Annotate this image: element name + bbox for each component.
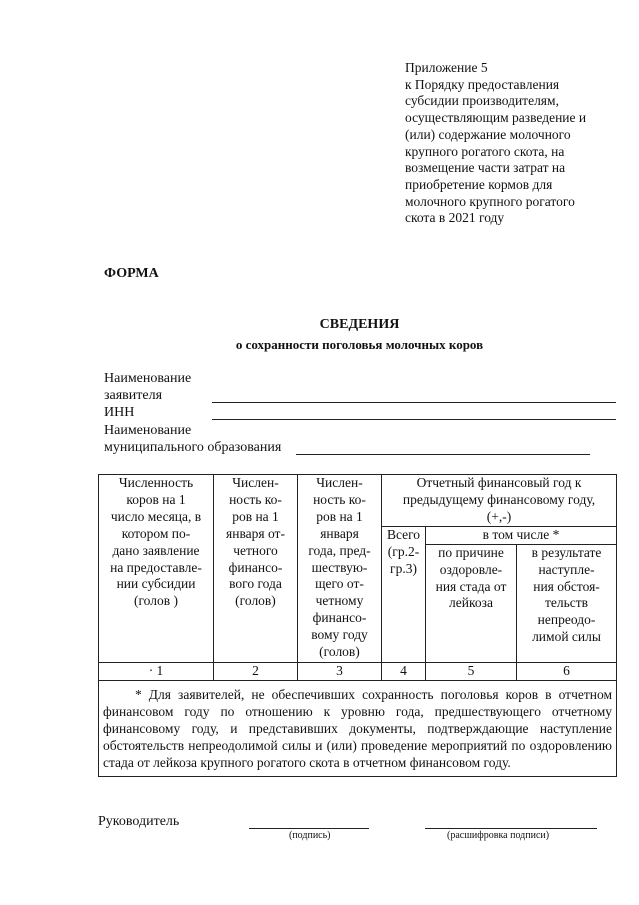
column-number: 3 bbox=[298, 662, 382, 680]
municipality-field[interactable] bbox=[296, 454, 590, 455]
appendix-line: скота в 2021 году bbox=[405, 210, 505, 226]
col4-header: Всего (гр.2- гр.3) bbox=[382, 526, 426, 662]
cow-preservation-table bbox=[98, 474, 617, 777]
document-title: СВЕДЕНИЯ bbox=[319, 317, 400, 332]
applicant-label-line1: Наименование bbox=[104, 371, 192, 386]
appendix-line: субсидии производителям, bbox=[405, 93, 559, 109]
appendix-line: осуществляющим разведение и bbox=[405, 110, 587, 126]
column-number: 2 bbox=[214, 662, 298, 680]
column-number: 4 bbox=[382, 662, 426, 680]
municipality-label-line2: муниципального образования bbox=[104, 440, 282, 455]
appendix-header bbox=[405, 60, 630, 227]
applicant-label-line2: заявителя bbox=[104, 388, 163, 403]
appendix-line: к Порядку предоставления bbox=[405, 76, 560, 92]
appendix-line: Приложение 5 bbox=[405, 60, 488, 75]
col2-header: Числен- ность ко- ров на 1 января от- четного финансо- вого года (голов) bbox=[214, 475, 298, 663]
column-number-row bbox=[99, 662, 617, 680]
inn-field[interactable] bbox=[212, 419, 616, 420]
reporting-year-group-header: Отчетный финансовый год к предыдущему финансовому году, (+,-) bbox=[382, 475, 617, 527]
signature-label: Руководитель bbox=[98, 814, 180, 829]
footnote-text: * Для заявителей, не обеспечивших сохранность поголовья коров в отчетном финансовом году по отношению к уровню года, предшествующего отчетному финансовому году, и представивших документы, подтверждающие наступление обстоятельств непреодолимой силы и (или) проведение мероприятий по оздоровлению стада от лейкоза крупного рогатого скота в отчетном финансовом году. bbox=[99, 680, 617, 776]
signature-name-line[interactable] bbox=[425, 828, 597, 829]
appendix-line: приобретение кормов для bbox=[405, 176, 553, 192]
column-number: · 1 bbox=[99, 662, 214, 680]
inn-label: ИНН bbox=[104, 405, 135, 420]
signature-name-hint: (расшифровка подписи) bbox=[447, 830, 550, 841]
document-subtitle: о сохранности поголовья молочных коров bbox=[235, 337, 484, 352]
col1-header: Численность коров на 1 число месяца, в котором по- дано заявление на предоставле- нии субсидии (голов ) bbox=[99, 475, 214, 663]
appendix-line: молочного крупного рогатого bbox=[405, 193, 575, 209]
col6-header: в результате наступле- ния обстоя- тельств непреодо- лимой силы bbox=[517, 544, 617, 662]
form-label: ФОРМА bbox=[104, 266, 159, 281]
column-number: 6 bbox=[517, 662, 617, 680]
appendix-line: (или) содержание молочного bbox=[405, 126, 571, 142]
column-number: 5 bbox=[426, 662, 517, 680]
municipality-label-line1: Наименование bbox=[104, 423, 192, 438]
including-subgroup-header: в том числе * bbox=[426, 526, 617, 544]
col5-header: по причине оздоровле- ния стада от лейкоза bbox=[426, 544, 517, 662]
col3-header: Числен- ность ко- ров на 1 января года, пред- шествую- щего от- четному финансо- вому году (голов) bbox=[298, 475, 382, 663]
applicant-field[interactable] bbox=[212, 402, 616, 403]
footnote-row bbox=[99, 680, 617, 776]
appendix-line: возмещение части затрат на bbox=[405, 160, 566, 176]
signature-hint: (подпись) bbox=[289, 830, 331, 841]
signature-line[interactable] bbox=[249, 828, 369, 829]
table-header-row bbox=[99, 475, 617, 527]
appendix-line: крупного рогатого скота, на bbox=[405, 143, 565, 159]
